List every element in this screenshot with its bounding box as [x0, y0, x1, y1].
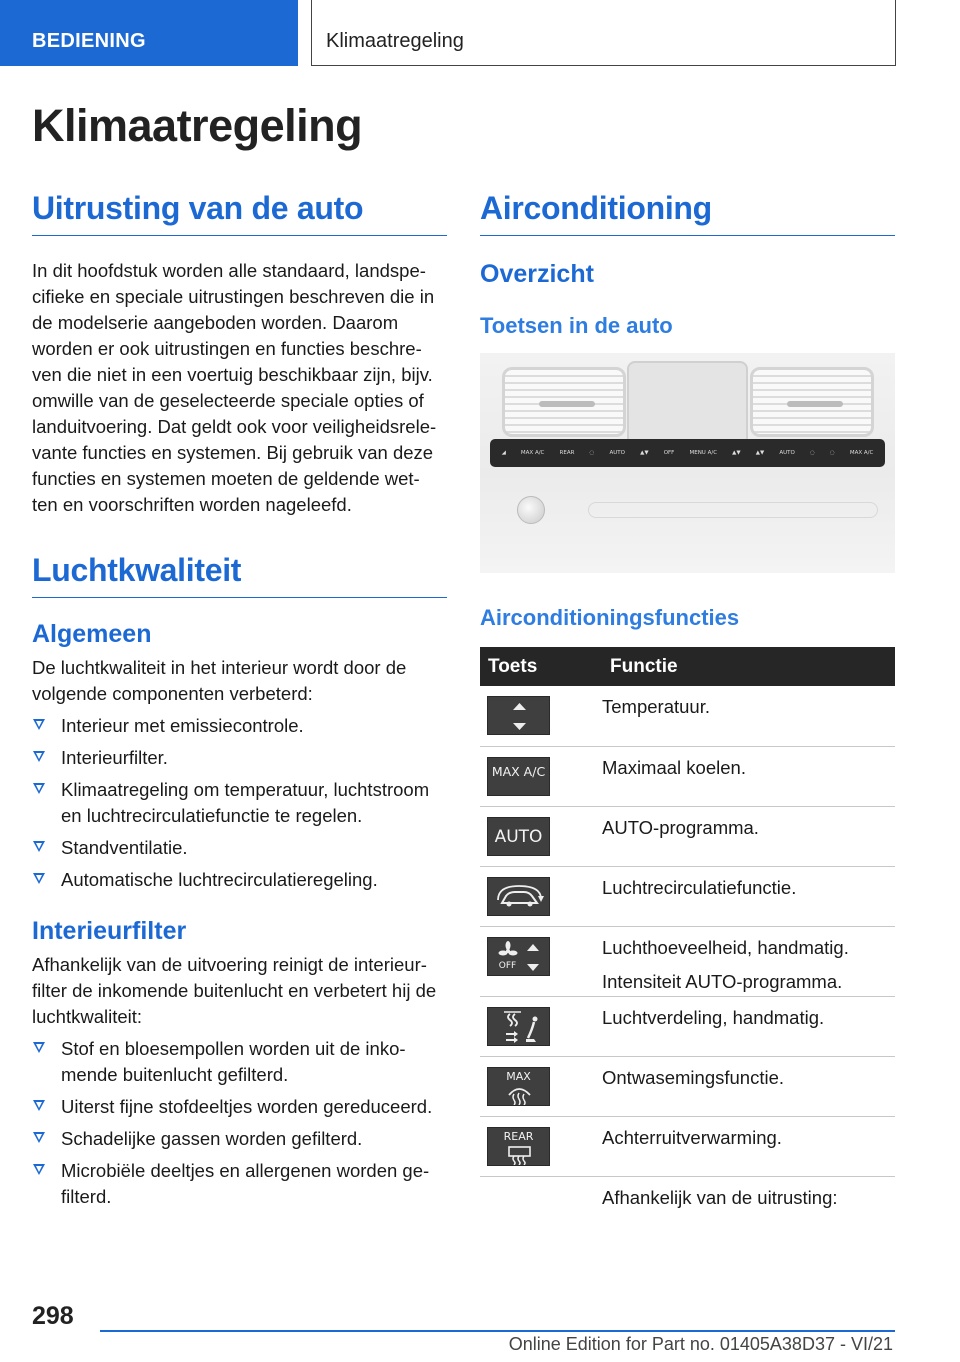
table-row: [480, 686, 895, 746]
table-row: [480, 926, 895, 996]
triangle-bullet-icon: [33, 1042, 45, 1053]
filter-list: [32, 1036, 447, 1210]
right-column: [480, 190, 895, 1236]
center-display: [627, 361, 748, 447]
general-heading: Algemeen: [32, 620, 152, 648]
max-ac-key-icon: MAX A/C: [487, 757, 550, 796]
climate-control-strip: [490, 439, 885, 467]
col-header-function: Functie: [602, 647, 895, 686]
function-text: Luchtrecirculatiefunctie.: [602, 866, 895, 926]
panel-label: ▲▼: [640, 450, 649, 456]
function-text: Temperatuur.: [602, 686, 895, 746]
triangle-bullet-icon: [33, 873, 45, 884]
functions-heading: Airconditioningsfuncties: [480, 605, 740, 630]
panel-label: ◌: [809, 450, 815, 456]
triangle-bullet-icon: [33, 783, 45, 794]
overview-heading: Overzicht: [480, 260, 594, 288]
page-title: Klimaatregeling: [32, 100, 363, 151]
panel-label: REAR: [559, 450, 575, 456]
function-text: Maximaal koelen.: [602, 746, 895, 806]
panel-label: MENU A/C: [689, 450, 718, 456]
panel-label: AUTO: [779, 450, 795, 456]
table-row: [480, 1116, 895, 1176]
table-header-row: [480, 647, 895, 686]
functions-table: [480, 647, 895, 1236]
panel-label: MAX A/C: [520, 450, 545, 456]
temperature-key-icon: [487, 696, 550, 735]
chapter-label: Klimaatregeling: [311, 0, 896, 66]
airconditioning-heading: Airconditioning: [480, 190, 895, 236]
list-item: Automatische luchtrecirculatieregeling.: [32, 867, 447, 893]
air-distribution-key-icon: [487, 1007, 550, 1046]
recirculation-key-icon: [487, 877, 550, 916]
function-text: Afhankelijk van de uitrusting:: [602, 1186, 838, 1208]
triangle-bullet-icon: [33, 1164, 45, 1175]
triangle-bullet-icon: [33, 841, 45, 852]
panel-label: ◌: [829, 450, 835, 456]
function-text: Ontwasemingsfunctie.: [602, 1056, 895, 1116]
table-row: [480, 866, 895, 926]
section-label: BEDIENING: [0, 0, 298, 66]
left-air-vent: [502, 367, 626, 437]
col-header-key: Toets: [480, 647, 602, 686]
equipment-text: In dit hoofdstuk worden alle standaard, landspe- cifieke en speciale uitrustingen beschreven die in de modelserie aangeboden worden. Daarom worden er ook uitrustingen en functies beschre- ven die niet in een voertuig beschikbaar zijn, bijv. omwille van de geselecteerde speciale opties of landuitvoering. Dat geldt ook voor veiligheidsrele- vante functies en systemen. Bij gebruik van deze functies en systemen moeten de geldende wet- ten en voorschriften worden nageleefd.: [32, 260, 437, 515]
edition-note: Online Edition for Part no. 01405A38D37 - VI/21: [508, 1334, 893, 1354]
list-item: Stof en bloesempollen worden uit de inko- mende buitenlucht gefilterd.: [32, 1036, 447, 1088]
table-row: [480, 806, 895, 866]
function-text: Achterruitverwarming.: [602, 1116, 895, 1176]
panel-label: ▲▼: [732, 450, 741, 456]
panel-label: AUTO: [609, 450, 625, 456]
buttons-heading: Toetsen in de auto: [480, 313, 673, 338]
list-item: Interieurfilter.: [32, 745, 447, 771]
auto-key-icon: AUTO: [487, 817, 550, 856]
table-row: [480, 996, 895, 1056]
dashboard-photo: [480, 353, 895, 573]
function-text: Luchtverdeling, handmatig.: [602, 996, 895, 1056]
list-item: Uiterst fijne stofdeeltjes worden gereduceerd.: [32, 1094, 447, 1120]
list-item: Microbiële deeltjes en allergenen worden ge- filterd.: [32, 1158, 447, 1210]
filter-heading: Interieurfilter: [32, 917, 187, 945]
media-slot: [588, 502, 878, 518]
list-item: Schadelijke gassen worden gefilterd.: [32, 1126, 447, 1152]
panel-label: ▲▼: [755, 450, 765, 456]
list-item: Standventilatie.: [32, 835, 447, 861]
fan-speed-key-icon: OFF: [487, 937, 550, 976]
panel-label: OFF: [663, 450, 675, 456]
triangle-bullet-icon: [33, 751, 45, 762]
list-item: Klimaatregeling om temperatuur, luchtstroom en luchtrecirculatiefunctie te regelen.: [32, 777, 447, 829]
general-intro: De luchtkwaliteit in het interieur wordt door de volgende componenten verbeterd:: [32, 657, 407, 704]
left-column: [32, 190, 447, 1210]
table-row: [480, 746, 895, 806]
function-text: AUTO-programma.: [602, 806, 895, 866]
page-number: 298: [32, 1302, 74, 1330]
triangle-bullet-icon: [33, 1100, 45, 1111]
general-list: [32, 713, 447, 893]
page-header: [0, 0, 960, 66]
triangle-bullet-icon: [33, 1132, 45, 1143]
rear-window-heating-key-icon: REAR: [487, 1127, 550, 1166]
table-row: [480, 1056, 895, 1116]
panel-label: ◢: [501, 450, 506, 456]
right-air-vent: [750, 367, 874, 437]
list-item: Interieur met emissiecontrole.: [32, 713, 447, 739]
page-footer: [0, 1290, 960, 1362]
volume-knob: [517, 496, 545, 524]
filter-intro: Afhankelijk van de uitvoering reinigt de interieur- filter de inkomende buitenlucht en verbetert hij de luchtkwaliteit:: [32, 954, 437, 1027]
max-defrost-key-icon: MAX: [487, 1067, 550, 1106]
function-text: Luchthoeveelheid, handmatig.: [602, 936, 849, 958]
air-quality-heading: Luchtkwaliteit: [32, 552, 447, 598]
panel-label: MAX A/C: [849, 450, 874, 456]
footer-divider: [100, 1330, 895, 1332]
table-row: [480, 1176, 895, 1236]
triangle-bullet-icon: [33, 719, 45, 730]
panel-label: ◌: [589, 450, 595, 456]
function-text-secondary: Intensiteit AUTO-programma.: [602, 970, 843, 992]
equipment-heading: Uitrusting van de auto: [32, 190, 447, 236]
